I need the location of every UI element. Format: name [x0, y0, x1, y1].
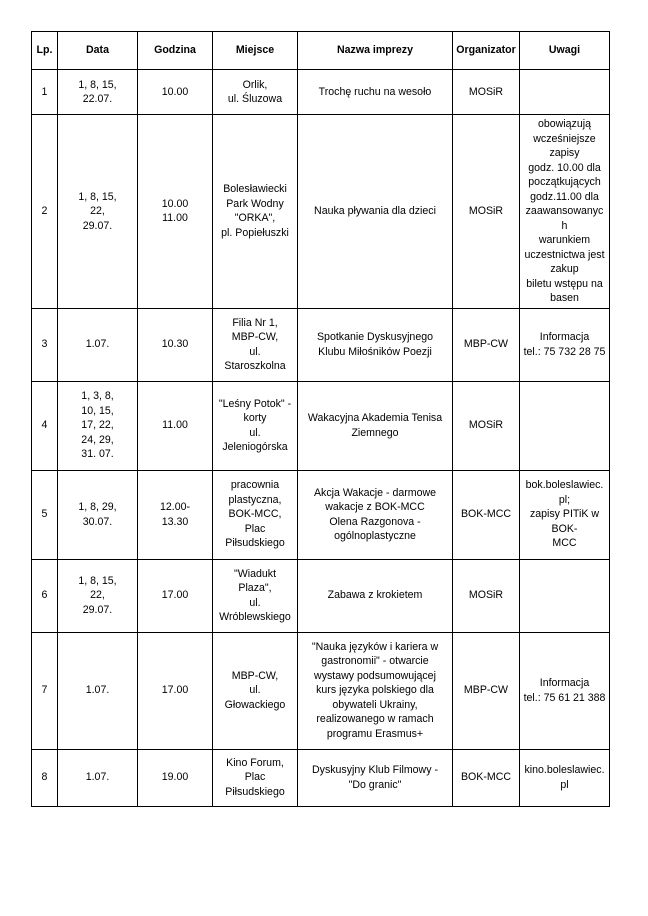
cell-uwagi: obowiązują wcześniejsze zapisy godz. 10.00 dla początkujących godz.11.00 dla zaawansowanych warunkiem uczestnictwa jest zakup biletu wstępu na basen: [520, 115, 610, 309]
cell-data: 1, 8, 15, 22.07.: [58, 70, 138, 115]
cell-organizator: MOSiR: [453, 115, 520, 309]
header-row: [32, 32, 610, 70]
cell-miejsce: "Leśny Potok" - korty ul. Jeleniogórska: [213, 381, 298, 470]
cell-miejsce: MBP-CW, ul. Głowackiego: [213, 632, 298, 749]
table-row: [32, 749, 610, 806]
cell-nazwa-imprezy: Trochę ruchu na wesoło: [298, 70, 453, 115]
cell-lp: 2: [32, 115, 58, 309]
cell-organizator: MOSiR: [453, 381, 520, 470]
cell-nazwa-imprezy: Spotkanie Dyskusyjnego Klubu Miłośników Poezji: [298, 308, 453, 381]
cell-organizator: MBP-CW: [453, 308, 520, 381]
table-row: [32, 115, 610, 309]
header-data: Data: [58, 32, 138, 70]
cell-data: 1, 8, 15, 22, 29.07.: [58, 115, 138, 309]
cell-godzina: 10.00 11.00: [138, 115, 213, 309]
cell-uwagi: Informacja tel.: 75 732 28 75: [520, 308, 610, 381]
cell-uwagi: [520, 381, 610, 470]
cell-nazwa-imprezy: Wakacyjna Akademia Tenisa Ziemnego: [298, 381, 453, 470]
header-godzina: Godzina: [138, 32, 213, 70]
table-row: [32, 381, 610, 470]
table-row: [32, 559, 610, 632]
cell-uwagi: [520, 70, 610, 115]
cell-godzina: 19.00: [138, 749, 213, 806]
cell-uwagi: bok.boleslawiec.pl; zapisy PITiK w BOK- MCC: [520, 470, 610, 559]
cell-organizator: BOK-MCC: [453, 749, 520, 806]
cell-miejsce: Kino Forum, Plac Piłsudskiego: [213, 749, 298, 806]
table-row: [32, 470, 610, 559]
cell-lp: 7: [32, 632, 58, 749]
header-miejsce: Miejsce: [213, 32, 298, 70]
cell-uwagi: Informacja tel.: 75 61 21 388: [520, 632, 610, 749]
cell-organizator: MOSiR: [453, 70, 520, 115]
cell-miejsce: Filia Nr 1, MBP-CW, ul. Staroszkolna: [213, 308, 298, 381]
cell-data: 1, 3, 8, 10, 15, 17, 22, 24, 29, 31. 07.: [58, 381, 138, 470]
cell-lp: 8: [32, 749, 58, 806]
header-organizator: Organizator: [453, 32, 520, 70]
cell-organizator: MOSiR: [453, 559, 520, 632]
table-row: [32, 632, 610, 749]
cell-godzina: 17.00: [138, 559, 213, 632]
cell-nazwa-imprezy: Akcja Wakacje - darmowe wakacje z BOK-MCC Olena Razgonova - ogólnoplastyczne: [298, 470, 453, 559]
table-row: [32, 70, 610, 115]
cell-data: 1.07.: [58, 308, 138, 381]
cell-organizator: BOK-MCC: [453, 470, 520, 559]
header-uwagi: Uwagi: [520, 32, 610, 70]
cell-lp: 5: [32, 470, 58, 559]
cell-nazwa-imprezy: Nauka pływania dla dzieci: [298, 115, 453, 309]
cell-miejsce: pracownia plastyczna, BOK-MCC, Plac Piłsudskiego: [213, 470, 298, 559]
cell-nazwa-imprezy: Zabawa z krokietem: [298, 559, 453, 632]
cell-lp: 1: [32, 70, 58, 115]
cell-lp: 3: [32, 308, 58, 381]
cell-godzina: 10.00: [138, 70, 213, 115]
header-lp: Lp.: [32, 32, 58, 70]
cell-data: 1, 8, 15, 22, 29.07.: [58, 559, 138, 632]
cell-data: 1.07.: [58, 632, 138, 749]
cell-data: 1, 8, 29, 30.07.: [58, 470, 138, 559]
cell-miejsce: "Wiadukt Plaza", ul. Wróblewskiego: [213, 559, 298, 632]
cell-data: 1.07.: [58, 749, 138, 806]
cell-organizator: MBP-CW: [453, 632, 520, 749]
cell-uwagi: kino.boleslawiec.pl: [520, 749, 610, 806]
cell-godzina: 17.00: [138, 632, 213, 749]
cell-godzina: 12.00- 13.30: [138, 470, 213, 559]
cell-lp: 6: [32, 559, 58, 632]
events-table: [31, 31, 610, 807]
cell-miejsce: Bolesławiecki Park Wodny "ORKA", pl. Popiełuszki: [213, 115, 298, 309]
cell-uwagi: [520, 559, 610, 632]
cell-miejsce: Orlik, ul. Śluzowa: [213, 70, 298, 115]
cell-godzina: 11.00: [138, 381, 213, 470]
table-row: [32, 308, 610, 381]
cell-lp: 4: [32, 381, 58, 470]
header-nazwa-imprezy: Nazwa imprezy: [298, 32, 453, 70]
cell-godzina: 10.30: [138, 308, 213, 381]
cell-nazwa-imprezy: Dyskusyjny Klub Filmowy - "Do granic": [298, 749, 453, 806]
cell-nazwa-imprezy: "Nauka języków i kariera w gastronomii" - otwarcie wystawy podsumowującej kurs języka polskiego dla obywateli Ukrainy, realizowanego w ramach programu Erasmus+: [298, 632, 453, 749]
